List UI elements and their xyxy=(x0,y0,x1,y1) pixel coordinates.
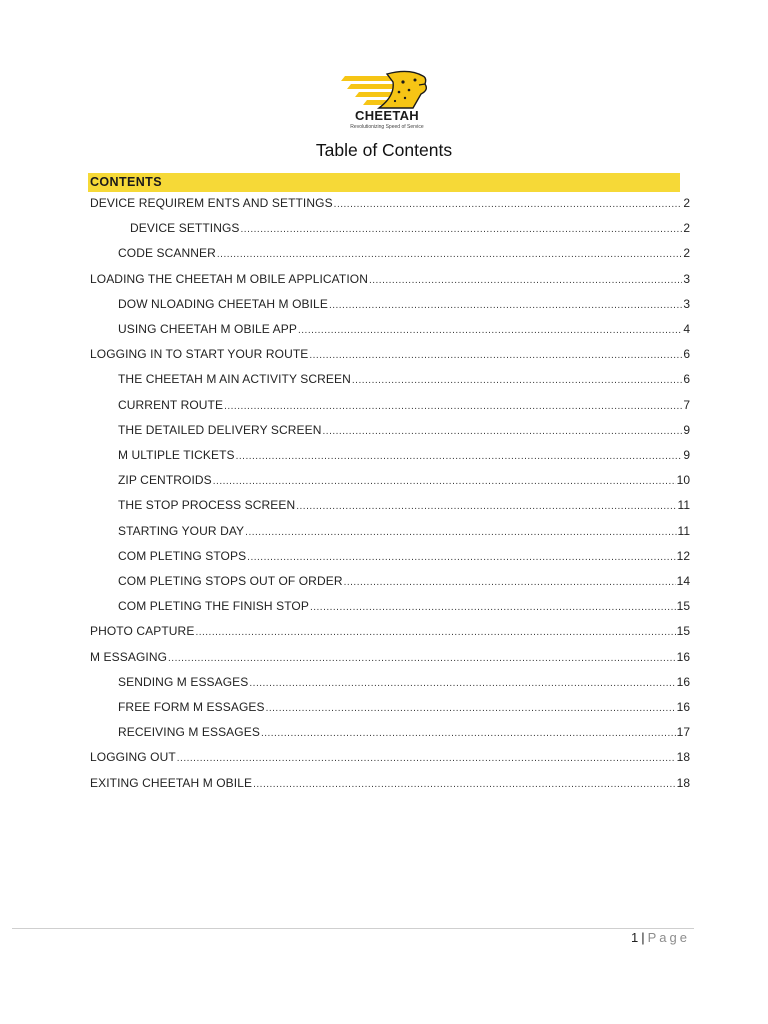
toc-entry[interactable] xyxy=(118,246,690,266)
toc-entry-title: THE DETAILED DELIVERY SCREEN xyxy=(118,422,322,437)
footer-divider xyxy=(12,928,694,929)
toc-entry[interactable] xyxy=(90,624,690,644)
toc-entry[interactable] xyxy=(118,372,690,392)
toc-entry-page: 18 xyxy=(676,775,690,790)
toc-entry-page: 14 xyxy=(676,574,690,588)
toc-entry-title: COM PLETING STOPS xyxy=(118,548,247,563)
toc-entry-page: 2 xyxy=(683,196,690,210)
toc-leader-dots xyxy=(261,728,676,739)
toc-leader-dots xyxy=(217,249,682,260)
toc-entry-page: 4 xyxy=(683,322,690,336)
toc-entry-page: 2 xyxy=(683,246,690,261)
toc-leader-dots xyxy=(266,703,676,714)
page-footer xyxy=(631,930,690,945)
toc-entry-page: 7 xyxy=(683,397,690,412)
toc-entry-title: LOADING THE CHEETAH M OBILE APPLICATION xyxy=(90,271,368,286)
toc-entry-page: 11 xyxy=(677,498,690,513)
toc-entry-title: THE CHEETAH M AIN ACTIVITY SCREEN xyxy=(118,372,351,387)
toc-entry-title: CODE SCANNER xyxy=(118,246,216,261)
toc-entry[interactable] xyxy=(118,398,690,418)
toc-entry-page: 3 xyxy=(683,296,690,311)
toc-entry[interactable] xyxy=(118,725,690,745)
toc-entry-title: LOGGING OUT xyxy=(90,750,176,765)
toc-entry-page: 12 xyxy=(676,548,690,563)
toc-entry-title: LOGGING IN TO START YOUR ROUTE xyxy=(90,347,309,362)
toc-entry-page: 15 xyxy=(676,599,690,614)
toc-entry-page: 10 xyxy=(676,473,690,488)
toc-entry-title: CURRENT ROUTE xyxy=(118,397,224,412)
toc-entry-page: 16 xyxy=(676,700,690,714)
toc-entry[interactable] xyxy=(118,574,690,594)
footer-separator: | xyxy=(641,930,645,945)
toc-entry-title: DEVICE SETTINGS xyxy=(130,221,240,236)
toc-leader-dots xyxy=(329,300,682,311)
toc-leader-dots xyxy=(296,501,676,512)
toc-entry[interactable] xyxy=(90,347,690,367)
toc-entry-title: RECEIVING M ESSAGES xyxy=(118,725,260,740)
toc-entry-title: PHOTO CAPTURE xyxy=(90,624,195,639)
toc-entry[interactable] xyxy=(118,675,690,695)
toc-leader-dots xyxy=(177,753,676,764)
page-title: Table of Contents xyxy=(315,140,453,160)
toc-entry-title: M ESSAGING xyxy=(90,649,168,664)
toc-entry-title: STARTING YOUR DAY xyxy=(118,523,245,538)
toc-leader-dots xyxy=(323,426,683,437)
toc-leader-dots xyxy=(168,653,676,664)
toc-leader-dots xyxy=(245,527,676,538)
toc-entry[interactable] xyxy=(118,297,690,317)
toc-entry-page: 9 xyxy=(683,422,690,437)
toc-entry[interactable] xyxy=(90,272,690,292)
toc-leader-dots xyxy=(369,275,682,286)
toc-leader-dots xyxy=(213,476,676,487)
toc-entry-title: M ULTIPLE TICKETS xyxy=(118,448,235,462)
toc-leader-dots xyxy=(247,552,675,563)
toc-entry-page: 15 xyxy=(676,624,690,639)
toc-entry[interactable] xyxy=(90,750,690,770)
toc-entry-title: COM PLETING STOPS OUT OF ORDER xyxy=(118,574,343,588)
toc-entry-page: 18 xyxy=(676,750,690,765)
toc-leader-dots xyxy=(298,325,682,336)
toc-entry[interactable] xyxy=(118,448,690,468)
toc-entry-title: DEVICE REQUIREM ENTS AND SETTINGS xyxy=(90,196,333,210)
toc-entry[interactable] xyxy=(118,322,690,342)
toc-entry[interactable] xyxy=(90,196,690,216)
toc-entry[interactable] xyxy=(90,650,690,670)
toc-entry-page: 16 xyxy=(676,674,690,689)
toc-entry[interactable] xyxy=(118,524,690,544)
toc-leader-dots xyxy=(249,678,675,689)
toc-leader-dots xyxy=(253,779,676,790)
toc-entry[interactable] xyxy=(118,599,690,619)
toc-leader-dots xyxy=(224,401,682,412)
toc-entry-page: 11 xyxy=(677,523,690,538)
toc-entry[interactable] xyxy=(90,776,690,796)
toc-entry[interactable] xyxy=(130,221,690,241)
toc-entry-title: COM PLETING THE FINISH STOP xyxy=(118,599,309,614)
toc-leader-dots xyxy=(310,602,676,613)
page-number: 1 xyxy=(631,930,639,945)
toc-leader-dots xyxy=(352,375,682,386)
toc-leader-dots xyxy=(236,451,683,462)
toc-leader-dots xyxy=(309,350,682,361)
toc-entry-title: ZIP CENTROIDS xyxy=(118,473,212,488)
toc-entry[interactable] xyxy=(118,423,690,443)
toc-entry-page: 17 xyxy=(676,725,690,740)
toc-entry-page: 9 xyxy=(683,448,690,462)
toc-leader-dots xyxy=(195,627,675,638)
toc-entry-title: FREE FORM M ESSAGES xyxy=(118,700,265,714)
toc-leader-dots xyxy=(241,224,683,235)
toc-entry-page: 2 xyxy=(683,221,690,236)
toc-entry[interactable] xyxy=(118,549,690,569)
contents-heading: CONTENTS xyxy=(90,175,162,189)
toc-entry-title: EXITING CHEETAH M OBILE xyxy=(90,775,253,790)
toc-entry-page: 16 xyxy=(676,649,690,664)
cheetah-head-logo-icon xyxy=(337,68,437,110)
toc-entry-page: 6 xyxy=(683,372,690,387)
toc-entry-title: DOW NLOADING CHEETAH M OBILE xyxy=(118,296,328,311)
toc-entry-title: THE STOP PROCESS SCREEN xyxy=(118,498,296,513)
cheetah-logo xyxy=(337,68,437,136)
page-label: Page xyxy=(647,930,690,945)
logo-brand-name: CHEETAH xyxy=(355,108,419,123)
toc-entry[interactable] xyxy=(118,700,690,720)
toc-entry[interactable] xyxy=(118,473,690,493)
toc-entry[interactable] xyxy=(118,498,690,518)
toc-entry-title: SENDING M ESSAGES xyxy=(118,674,249,689)
toc-entry-title: USING CHEETAH M OBILE APP xyxy=(118,322,297,336)
logo-tagline: Revolutionizing Speed of Service xyxy=(350,124,424,130)
toc-entry-page: 6 xyxy=(683,347,690,362)
contents-heading-bar xyxy=(88,173,680,192)
toc-leader-dots xyxy=(334,199,683,210)
toc-leader-dots xyxy=(344,577,676,588)
toc-entry-page: 3 xyxy=(683,271,690,286)
